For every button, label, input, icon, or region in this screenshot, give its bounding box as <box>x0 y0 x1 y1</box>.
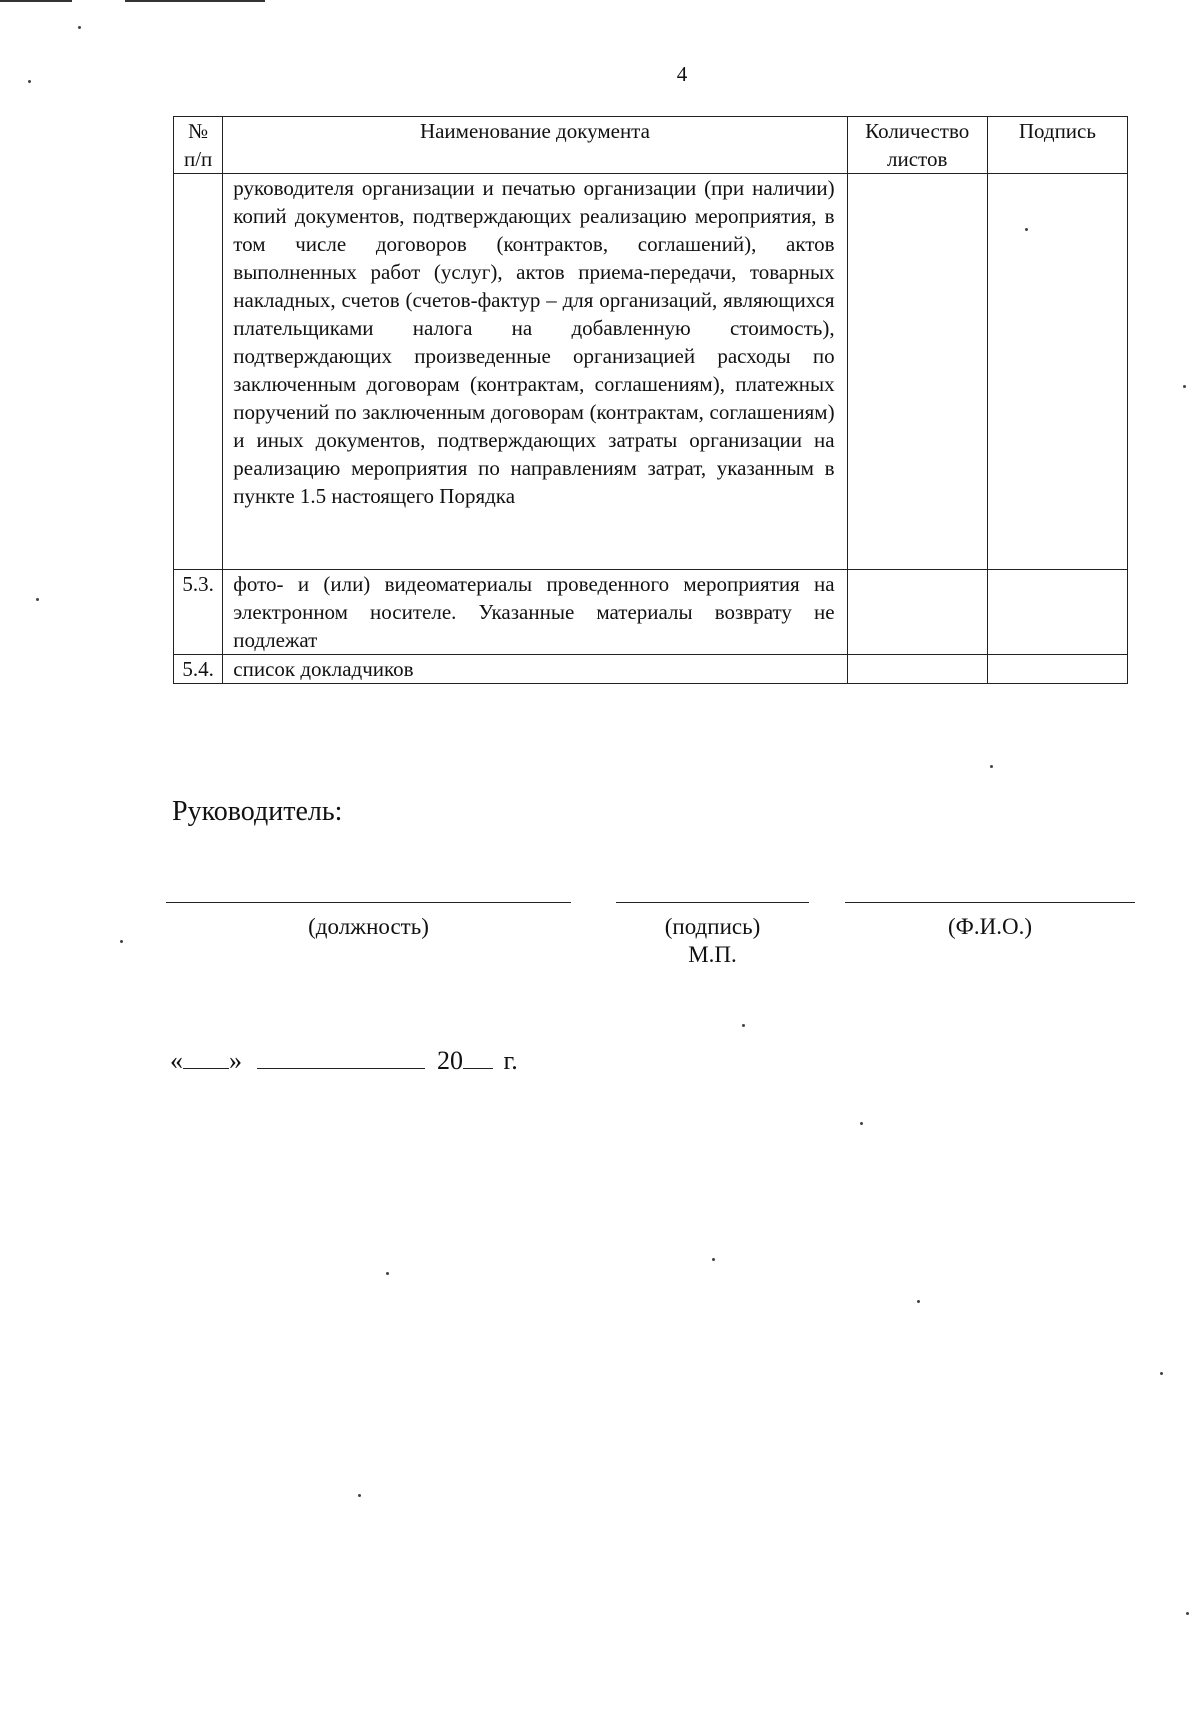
row-sheet-count <box>847 655 987 684</box>
row-sheet-count <box>847 174 987 570</box>
row-number <box>174 174 223 570</box>
scan-speck <box>120 940 123 943</box>
row-number: 5.3. <box>174 570 223 655</box>
scan-speck <box>36 598 39 601</box>
signature-caption: (подпись) <box>664 914 761 939</box>
year-blank <box>463 1046 493 1069</box>
row-document-name: список докладчиков <box>223 655 847 684</box>
table-row <box>174 655 1128 684</box>
scan-speck <box>712 1258 715 1261</box>
scan-speck <box>990 765 993 768</box>
scan-speck <box>28 80 31 83</box>
row-document-name: фото- и (или) видеоматериалы проведенного мероприятия на электронном носителе. Указанные материалы возврату не подлежат <box>223 570 847 655</box>
scan-speck <box>742 1024 745 1027</box>
row-signature <box>987 570 1127 655</box>
stamp-caption: М.П. <box>688 942 737 967</box>
name-line <box>845 902 1135 903</box>
documents-table <box>173 116 1128 684</box>
scan-speck <box>1186 1612 1189 1615</box>
scan-speck <box>860 1122 863 1125</box>
date-open-quote: « <box>170 1046 183 1075</box>
scan-speck <box>78 26 81 29</box>
table-row <box>174 570 1128 655</box>
row-signature <box>987 174 1127 570</box>
date-close-quote: » <box>229 1046 242 1075</box>
head-heading: Руководитель: <box>172 796 343 827</box>
table-header-row <box>174 117 1128 174</box>
name-caption: (Ф.И.О.) <box>948 914 1032 939</box>
scan-speck <box>1160 1372 1163 1375</box>
page-number: 4 <box>676 62 688 86</box>
position-caption: (должность) <box>308 914 429 939</box>
position-line <box>166 902 571 903</box>
table-row <box>174 174 1128 570</box>
scan-speck <box>917 1300 920 1303</box>
signature-line <box>616 902 809 903</box>
year-prefix: 20 <box>437 1046 463 1075</box>
year-suffix: г. <box>503 1046 518 1075</box>
header-document-name: Наименование документа <box>223 117 847 174</box>
header-sheet-count: Количество листов <box>847 117 987 174</box>
header-number: № п/п <box>174 117 223 174</box>
row-sheet-count <box>847 570 987 655</box>
month-blank <box>257 1046 425 1069</box>
date-line <box>170 1046 518 1076</box>
scan-speck <box>1025 228 1028 231</box>
row-number: 5.4. <box>174 655 223 684</box>
row-document-name: руководителя организации и печатью организации (при наличии) копий документов, подтверждающих реализацию мероприятия, в том числе договоров (контрактов, соглашений), актов выполненных работ (услуг), актов приема-передачи, товарных накладных, счетов (счетов-фактур – для организаций, являющихся плательщиками налога на добавленную стоимость), подтверждающих произведенные организацией расходы по заключенным договорам (контрактам, соглашениям), платежных поручений по заключенным договорам (контрактам, соглашениям) и иных документов, подтверждающих затраты организации на реализацию мероприятия по направлениям затрат, указанным в пункте 1.5 настоящего Порядка <box>223 174 847 570</box>
scan-speck <box>358 1494 361 1497</box>
scan-speck <box>386 1272 389 1275</box>
row-signature <box>987 655 1127 684</box>
scan-top-edge-mid <box>125 0 265 2</box>
day-blank <box>183 1046 229 1069</box>
scan-top-edge-left <box>0 0 72 2</box>
header-signature: Подпись <box>987 117 1127 174</box>
scan-speck <box>1183 385 1186 388</box>
